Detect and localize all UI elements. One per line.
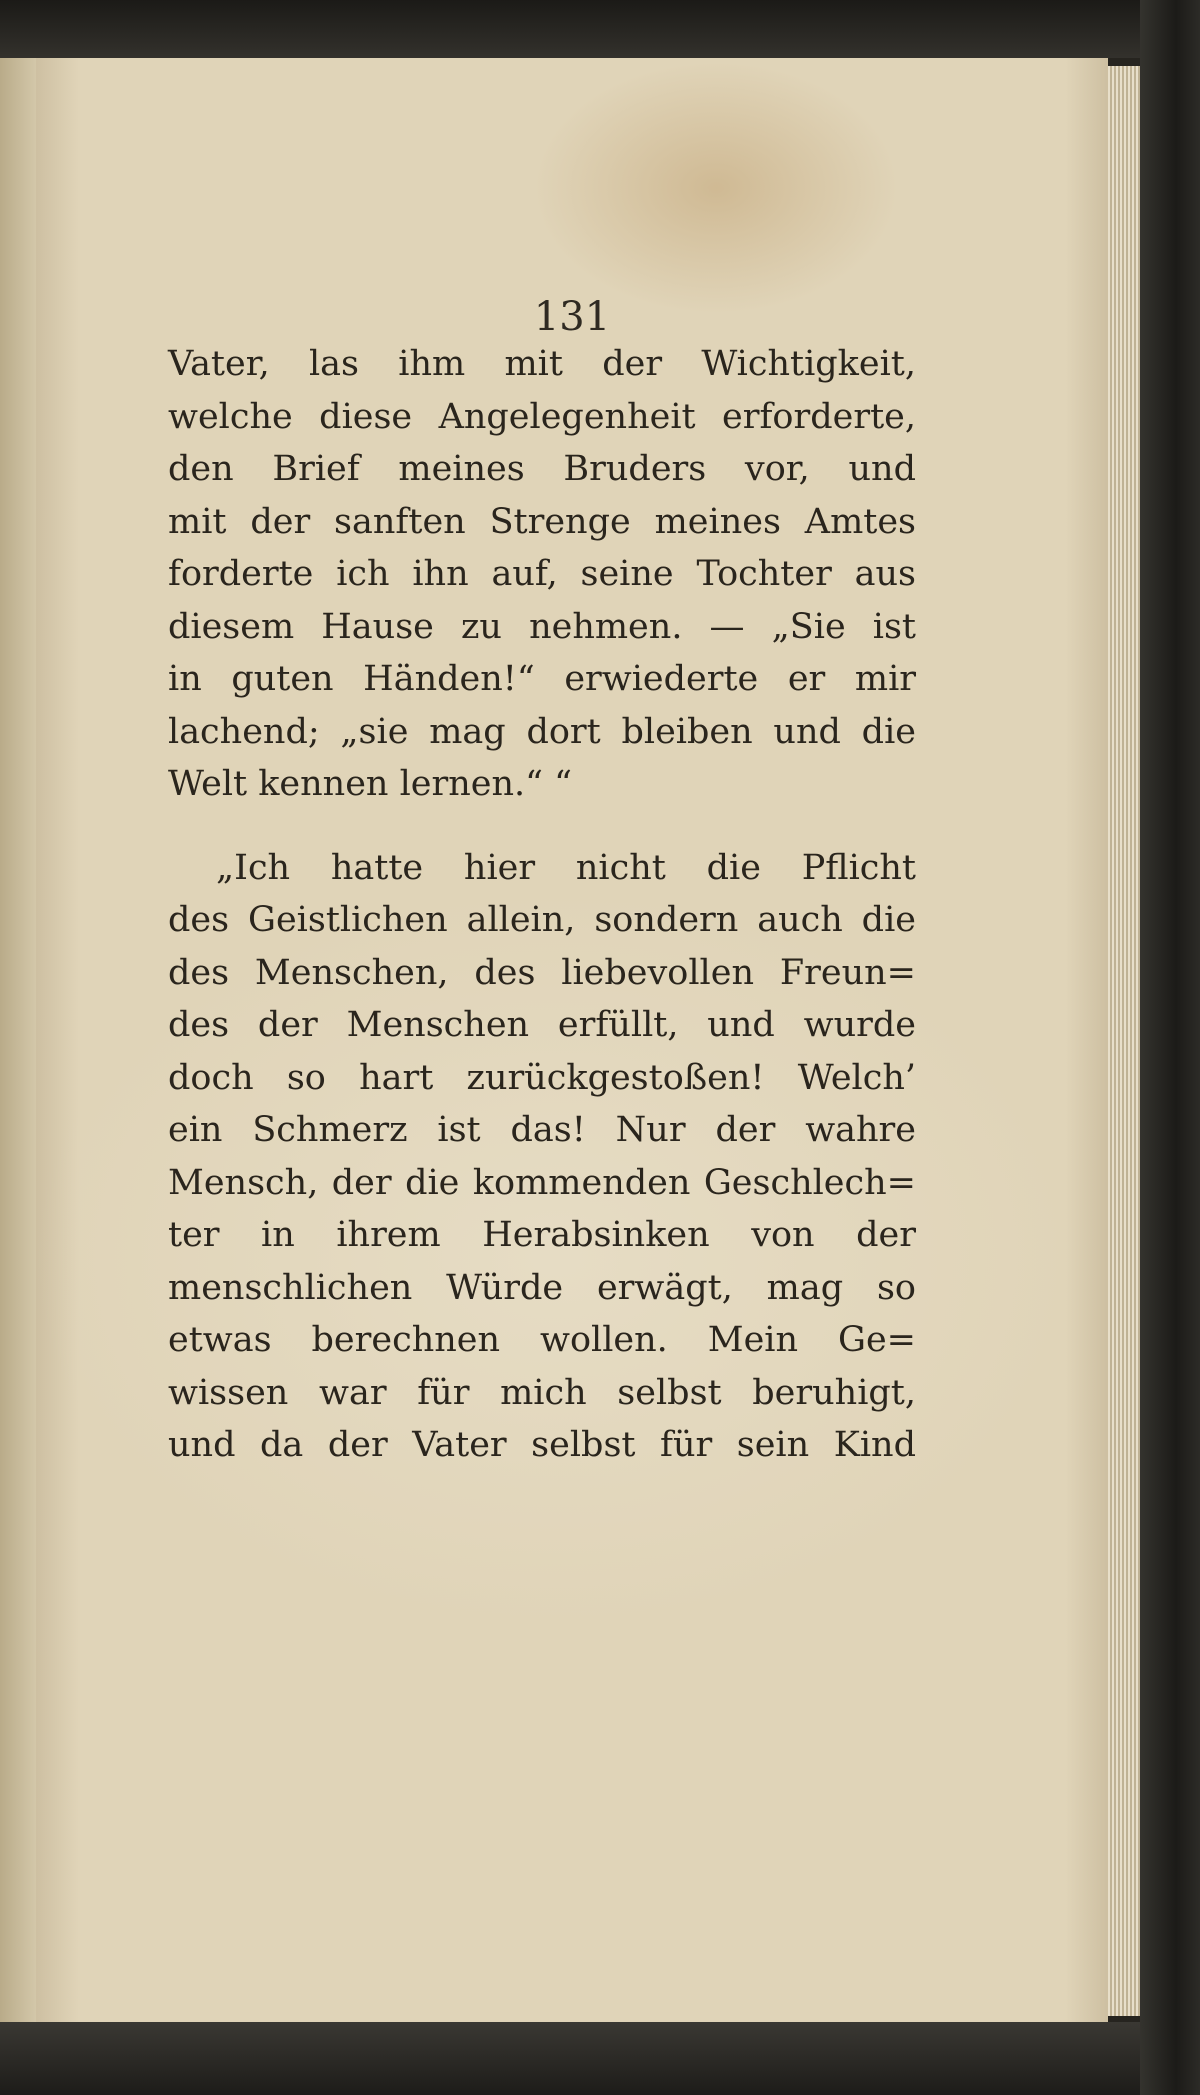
- text-line: des Menschen, des liebevollen Freun=: [168, 952, 916, 993]
- text-line: welche diese Angelegenheit erforderte,: [168, 396, 916, 437]
- book-cover-right-edge: [1140, 0, 1200, 2095]
- text-line: Vater, las ihm mit der Wichtigkeit,: [168, 344, 916, 384]
- text-line: Mensch, der die kommenden Geschlech=: [168, 1162, 916, 1203]
- page-number: 131: [533, 294, 611, 340]
- book-cover-top-edge: [0, 0, 1200, 58]
- text-line: mit der sanften Strenge meines Amtes: [168, 501, 916, 542]
- text-line: lachend; „sie mag dort bleiben und die: [168, 711, 916, 752]
- text-line: des Geistlichen allein, sondern auch die: [168, 900, 916, 940]
- text-line: wissen war für mich selbst beruhigt,: [168, 1372, 916, 1413]
- text-line: „Ich hatte hier nicht die Pflicht: [216, 847, 916, 888]
- facing-page-edge: [0, 58, 36, 2022]
- text-line: diesem Hause zu nehmen. — „Sie ist: [168, 606, 916, 647]
- text-line: und da der Vater selbst für sein Kind: [168, 1425, 916, 1465]
- book-cover-bottom-edge: [0, 2022, 1200, 2095]
- text-line: Welt kennen lernen.“ “: [168, 764, 573, 804]
- text-line: ein Schmerz ist das! Nur der wahre: [168, 1110, 916, 1150]
- text-line: etwas berechnen wollen. Mein Ge=: [168, 1320, 916, 1360]
- text-line: in guten Händen!“ erwiederte er mir: [168, 659, 916, 699]
- paragraph-2: [168, 842, 916, 1472]
- book-page: [36, 58, 1108, 2022]
- page-text: [168, 338, 916, 1472]
- text-line: doch so hart zurückgestoßen! Welch’: [168, 1057, 916, 1098]
- text-line: forderte ich ihn auf, seine Tochter aus: [168, 554, 916, 594]
- paragraph-1: [168, 338, 916, 811]
- text-line: ter in ihrem Herabsinken von der: [168, 1215, 916, 1255]
- paragraph-gap: [168, 811, 916, 842]
- text-line: des der Menschen erfüllt, und wurde: [168, 1005, 916, 1045]
- page-stack-fore-edge: [1108, 66, 1140, 2016]
- text-line: den Brief meines Bruders vor, und: [168, 449, 916, 489]
- text-line: menschlichen Würde erwägt, mag so: [168, 1267, 916, 1308]
